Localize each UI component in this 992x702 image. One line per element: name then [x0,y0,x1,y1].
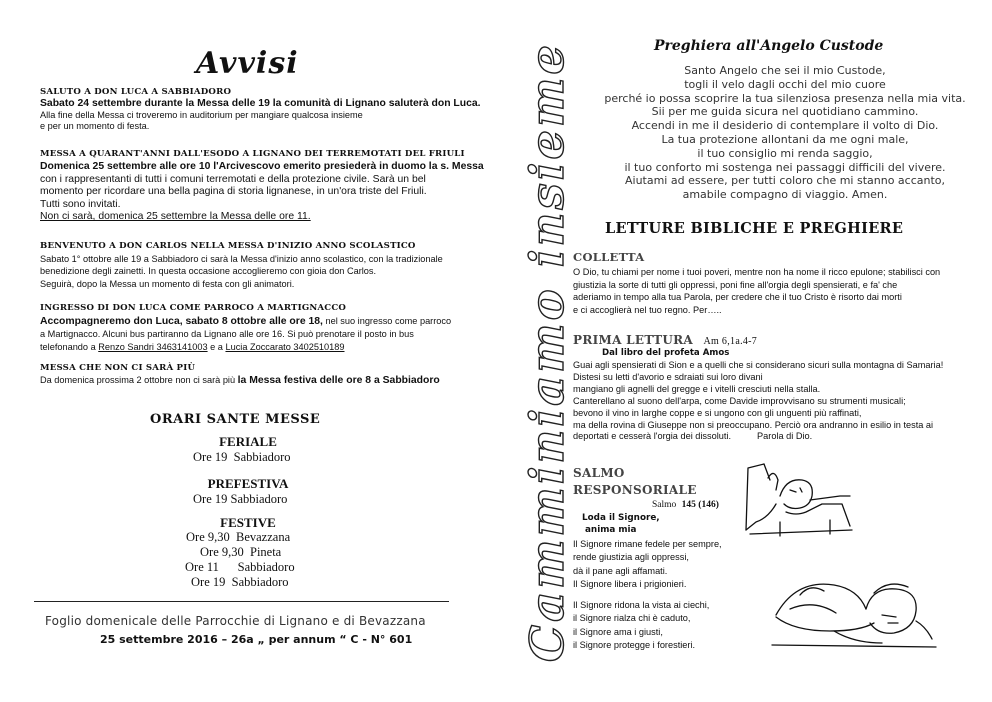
news-heading: MESSA CHE NON CI SARÀ PIÙ [40,363,196,373]
prayer-line: amabile compagno di viaggio. Amen. [682,188,888,202]
psalm-line: Il Signore libera i prigionieri. [573,579,687,590]
news-line: momento per ricordare una bella pagina di storia lignanese, in un'ora triste del Friuli. [40,186,427,198]
psalm-line: il Signore protegge i forestieri. [573,640,696,651]
colletta-line: O Dio, tu chiami per nome i tuoi poveri, mentre non ha nome il ricco epulone; stabilisci con [573,267,941,277]
news-text [40,98,481,133]
prima-lettura-label: PRIMA LETTURA [573,333,694,347]
news-text [40,161,484,224]
reading-line: Canterellano al suono dell'arpa, come Davide improvvisano su strumenti musicali; [573,395,906,406]
mass-time: Ore 11 Sabbiadoro [185,560,295,574]
news-line: Seguirà, dopo la Messa un momento di festa con gli animatori. [40,278,295,289]
reading-line: mangiano gli agnelli del gregge e i vitelli cresciuti nella stalla. [573,383,821,394]
prayer-line: La tua protezione allontani da me ogni male, [661,132,909,146]
psalm-line: Il Signore ridona la vista ai ciechi, [573,600,710,610]
salmo-ref-label: Salmo [652,500,677,510]
news-line: e a [207,341,226,352]
colletta-heading: COLLETTA [573,250,645,264]
news-text [40,315,451,353]
news-text [40,375,440,387]
news-line: a Martignacco. Alcuni bus partiranno da Lignano alle ore 16. Si può prenotare il posto in bus [40,329,414,340]
prayer-line: Accendi in me il desiderio di contemplare il volto di Dio. [631,119,939,133]
prima-lettura-heading [573,333,757,347]
footer-line-1: Foglio domenicale delle Parrocchie di Lignano e di Bevazzana [45,614,426,628]
mass-time: Ore 19 Sabbiadoro [193,492,288,506]
reading-line: deportati e cesserà l'orgia dei dissoluti. [573,431,732,442]
reading-line: Guai agli spensierati di Sion e a quelli che si considerano sicuri sulla montagna di Samaria! [573,360,944,370]
news-heading: INGRESSO DI DON LUCA COME PARROCO A MARTIGNACCO [40,303,347,313]
salmo-stanza [573,538,722,592]
left-page [0,0,484,702]
colletta-line: giustizia la sorte di tutti gli oppressi, poni fine all'orgia degli spensierati, e fa' che [573,279,898,290]
psalm-line: Il Signore rimane fedele per sempre, [573,539,722,549]
prima-lettura-source: Dal libro del profeta Amos [602,348,730,358]
prayer-line: Sii per me guida sicura nel quotidiano cammino. [651,105,919,119]
news-line: Domenica 25 settembre alle ore 10 l'Arcivescovo emerito presiederà in duomo la s. Messa [40,161,484,172]
news-line: e per un momento di festa. [40,121,150,131]
news-line: Accompagneremo don Luca, sabato 8 ottobre alle ore 18, [40,316,323,327]
colletta-text [573,266,940,316]
salmo-heading-2: RESPONSORIALE [573,483,697,497]
mass-group-label: PREFESTIVA [207,476,289,491]
salmo-stanza [573,599,709,653]
salmo-ref [652,500,719,510]
prayer-title: Preghiera all'Angelo Custode [654,38,884,54]
news-line: Non ci sarà, domenica 25 settembre la Messa delle ore 11. [40,211,311,223]
prayer-body [580,64,990,202]
masthead-text: Camminiamo insieme [520,49,574,662]
avvisi-title: Avvisi [196,46,299,81]
news-heading: SALUTO A DON LUCA A SABBIADORO [40,87,232,97]
colletta-line: aderiamo in tempo alla tua Parola, per credere che il tuo Cristo è risorto dai morti [573,292,902,303]
salmo-heading: SALMO [573,466,625,480]
mass-time: Ore 19 Sabbiadoro [193,450,291,464]
prima-lettura-text [573,360,943,443]
prayer-line: togli il velo dagli occhi del mio cuore [684,77,886,91]
mass-time: Ore 9,30 Pineta [200,545,282,559]
mass-group-label: FERIALE [219,434,277,449]
prayer-line: Aiutami ad essere, per tutti coloro che mi stanno accanto, [624,174,946,188]
news-line: Tutti sono invitati. [40,198,121,210]
news-text [40,253,443,290]
news-line: Da domenica prossima 2 ottobre non ci sarà più [40,375,238,385]
letture-title: LETTURE BIBLICHE E PREGHIERE [605,220,904,237]
reading-line: ma della rovina di Giuseppe non si preoccupano. Perciò ora andranno in esilio in testa ai [573,419,934,430]
news-line: nel suo ingresso come parroco [322,316,452,326]
news-heading: BENVENUTO A DON CARLOS NELLA MESSA D'INIZIO ANNO SCOLASTICO [40,241,416,251]
prayer-line: il tuo consiglio mi renda saggio, [697,146,873,160]
lazarus-illustration [770,565,938,650]
colletta-line: e ci accoglierà nel tuo regno. Per….. [573,304,722,315]
footer-line-2: 25 settembre 2016 – 26a „ per annum “ C - N° 601 [100,633,413,646]
mass-time: Ore 19 Sabbiadoro [191,575,289,589]
psalm-line: il Signore rialza chi è caduto, [573,613,691,624]
feast-illustration [740,460,858,542]
news-line: Alla fine della Messa ci troveremo in auditorium per mangiare qualcosa insieme [40,109,363,120]
mass-group-label: FESTIVE [220,515,276,530]
salmo-refrain: Loda il Signore, [582,513,660,523]
psalm-line: il Signore ama i giusti, [573,626,663,637]
phone-link[interactable]: Renzo Sandri 3463141003 [98,341,208,352]
phone-link[interactable]: Lucia Zoccarato 3402510189 [225,341,345,352]
news-line: benedizione degli zainetti. In questa occasione accoglieremo con gioia don Carlos. [40,266,377,277]
prayer-line: Santo Angelo che sei il mio Custode, [684,64,886,77]
news-line: Sabato 24 settembre durante la Messa delle 19 la comunità di Lignano saluterà don Luca. [40,98,481,109]
psalm-line: rende giustizia agli oppressi, [573,552,689,563]
psalm-line: dà il pane agli affamati. [573,565,668,576]
mass-time: Ore 9,30 Bevazzana [186,530,291,544]
reading-end: Parola di Dio. [757,431,813,442]
news-line: con i rappresentanti di tutti i comuni terremotati e della protezione civile. Sarà un bel [40,173,426,185]
salmo-refrain-2: anima mia [585,525,637,535]
news-line: telefonando a [40,341,99,352]
news-line: la Messa festiva delle ore 8 a Sabbiadoro [237,375,440,386]
prima-lettura-ref: Am 6,1a.4-7 [703,336,758,347]
footer-rule [34,601,449,602]
orari-title: ORARI SANTE MESSE [150,412,321,427]
masthead-vertical [520,30,577,670]
reading-line: bevono il vino in larghe coppe e si ungono con gli unguenti più raffinati, [573,407,862,418]
news-line: Sabato 1° ottobre alle 19 a Sabbiadoro ci sarà la Messa d'inizio anno scolastico, con la tradizionale [40,254,443,264]
reading-line: Distesi su letti d'avorio e sdraiati sui loro divani [573,371,763,382]
news-heading: MESSA A QUARANT'ANNI DALL'ESODO A LIGNANO DEI TERREMOTATI DEL FRIULI [40,149,465,159]
prayer-line: il tuo conforto mi sostenga nei passaggi difficili del vivere. [624,160,946,174]
prayer-line: perché io possa scoprire la tua silenziosa presenza nella mia vita. [604,91,966,105]
salmo-ref-number: 145 (146) [681,500,719,510]
